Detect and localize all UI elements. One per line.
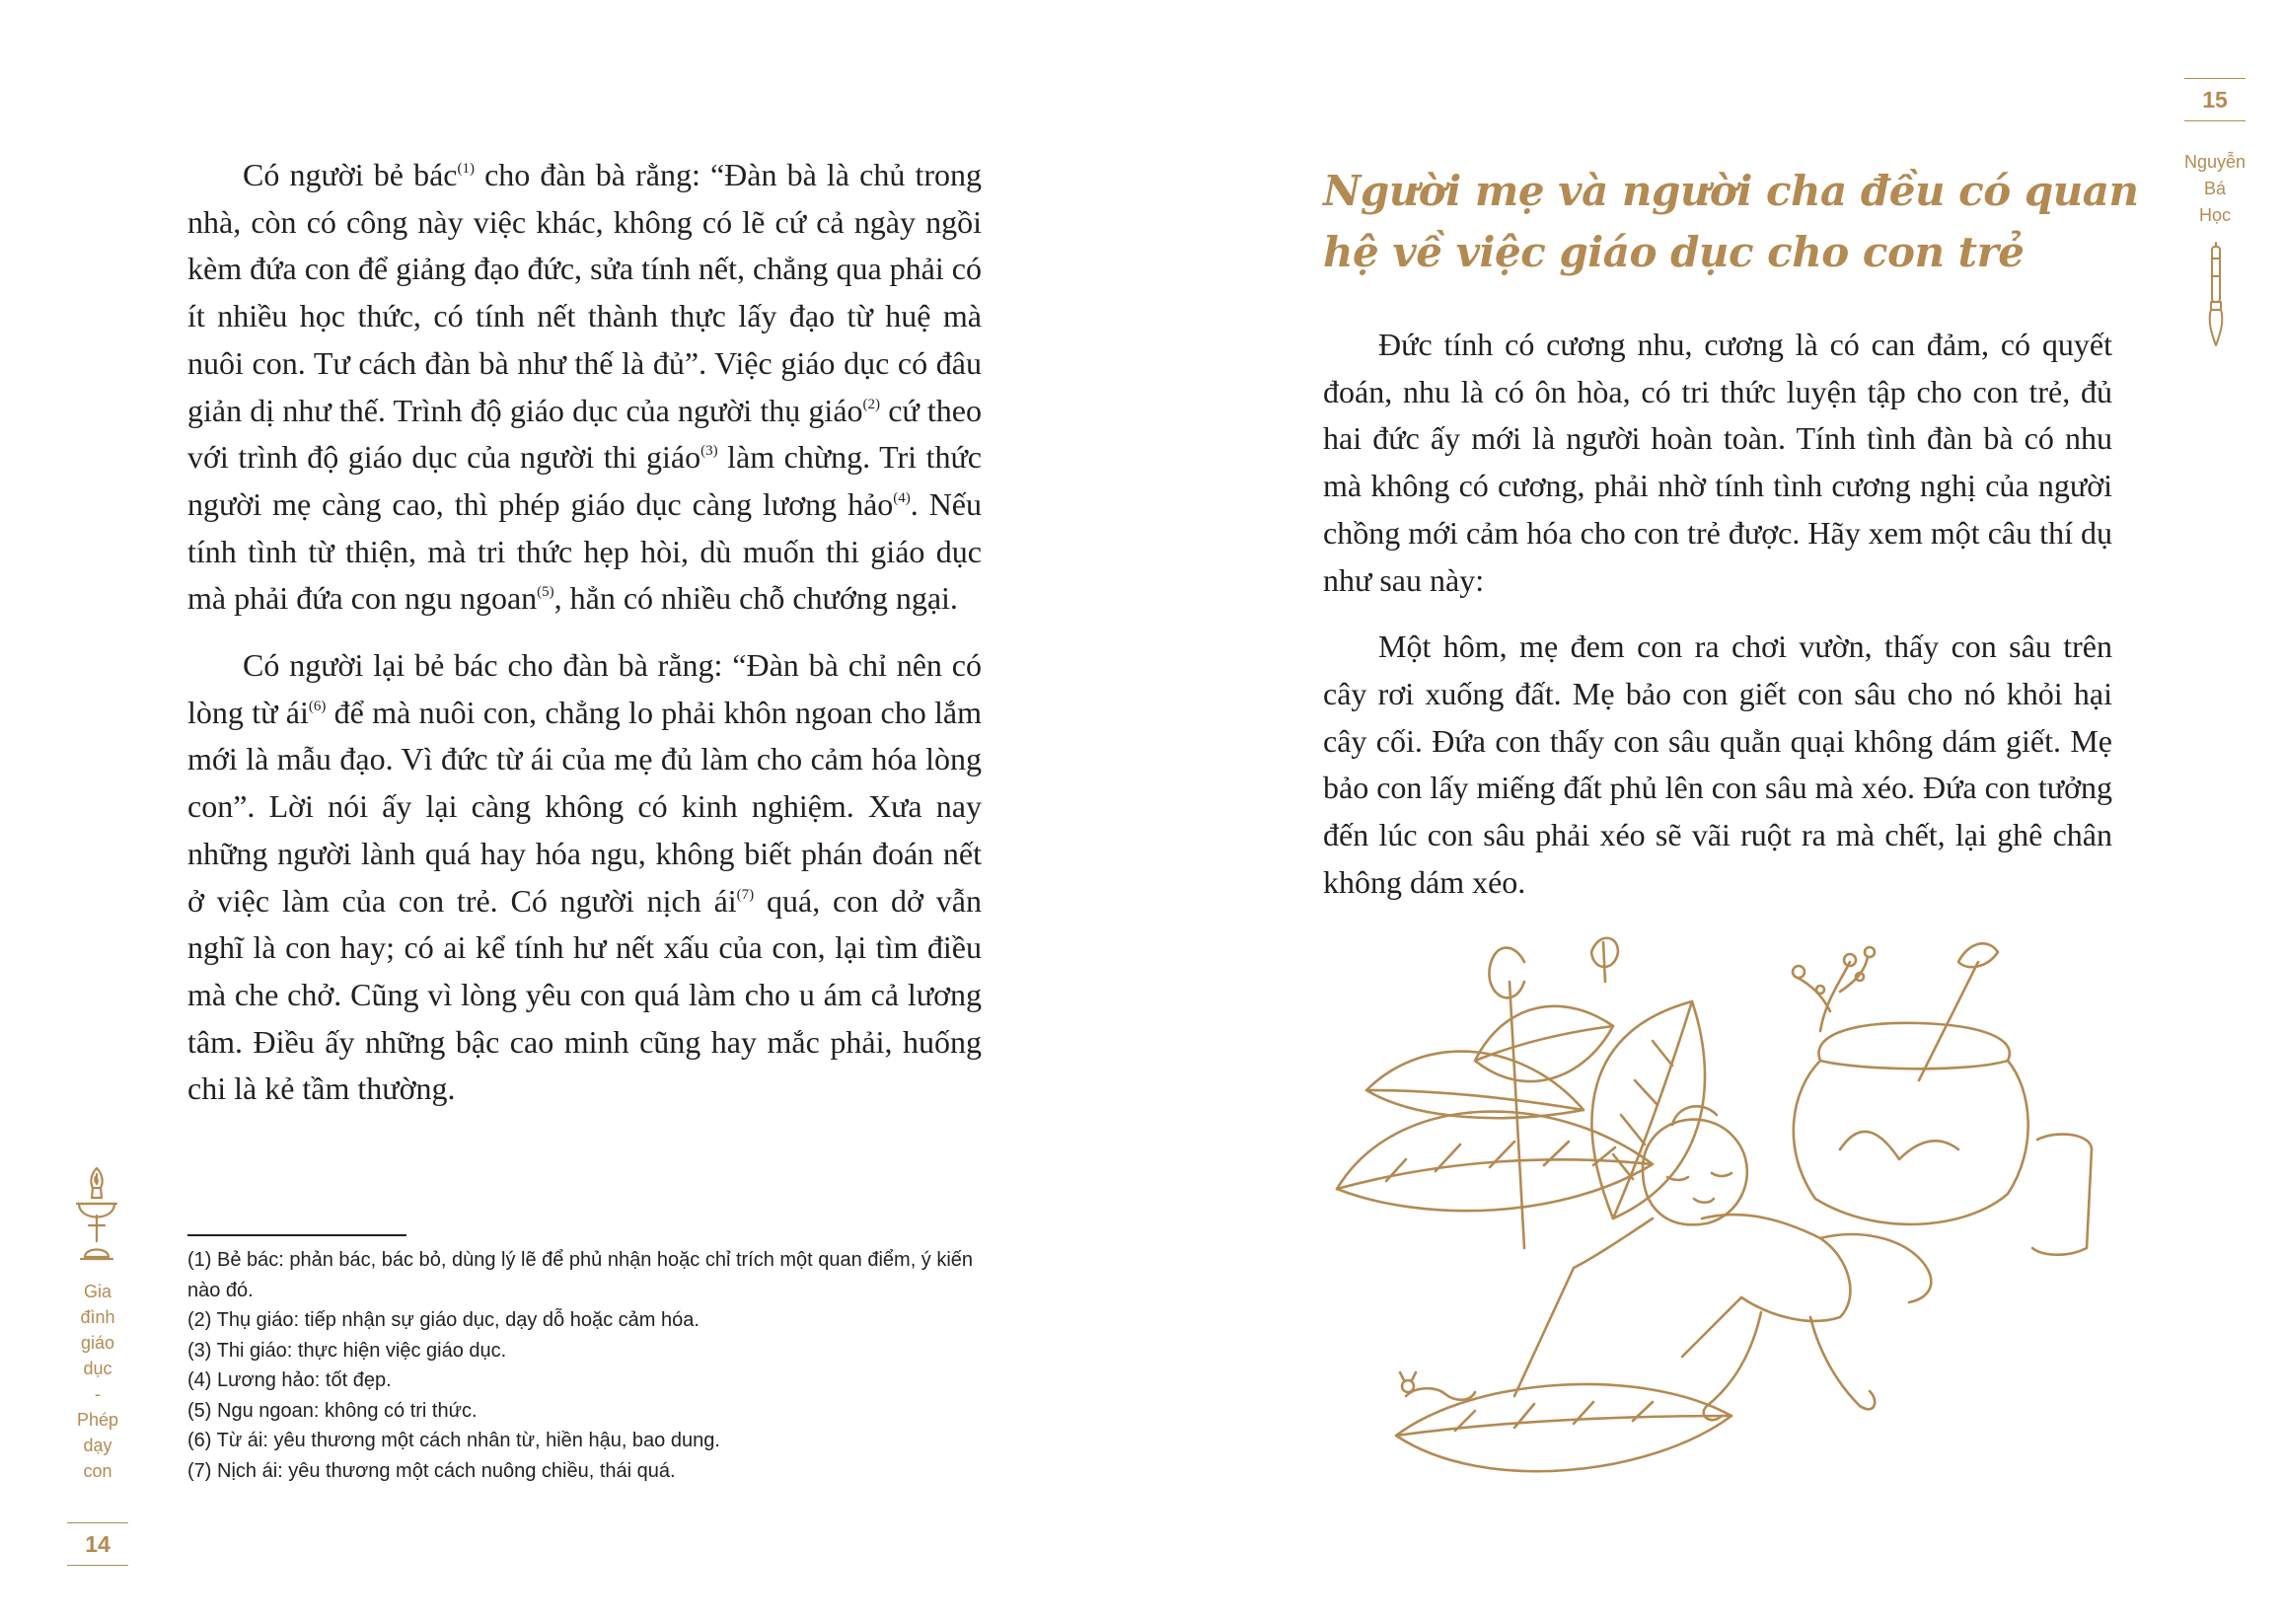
footnote-marker: (2)	[862, 396, 881, 412]
book-title-sidebar	[55, 1279, 140, 1484]
sidebar-word: dục	[83, 1359, 112, 1378]
footnote-divider	[187, 1234, 406, 1236]
footnote-marker: (3)	[700, 443, 718, 460]
page-number-rule	[67, 1522, 128, 1523]
author-sidebar	[2168, 149, 2262, 229]
footnote-item: (5) Ngu ngoan: không có tri thức.	[187, 1399, 478, 1422]
footnote-marker: (4)	[893, 489, 911, 506]
footnote-marker: (7)	[736, 886, 755, 903]
brush-icon	[2205, 241, 2227, 347]
footnote-item: (7) Nịch ái: yêu thương một cách nuông chiều, thái quá.	[187, 1459, 676, 1482]
footnote-marker: (1)	[457, 161, 475, 177]
left-body-text	[187, 152, 982, 1133]
footnote-item: (2) Thụ giáo: tiếp nhận sự giáo dục, dạy dỗ hoặc cảm hóa.	[187, 1309, 700, 1331]
footnote-item: (1) Bẻ bác: phản bác, bác bỏ, dùng lý lẽ để phủ nhận hoặc chỉ trích một quan điểm, ý kiến nào đó.	[187, 1249, 974, 1301]
sidebar-word: đình	[80, 1307, 115, 1327]
chapter-heading: Người mẹ và người cha đều có quan hệ về việc giáo dục cho con trẻ	[1323, 167, 2139, 276]
page-number-rule	[2184, 120, 2246, 121]
right-body-text	[1323, 322, 2112, 925]
footnote-item: (6) Từ ái: yêu thương một cách nhân từ, hiền hậu, bao dung.	[187, 1430, 720, 1451]
sidebar-word: Phép	[76, 1410, 119, 1430]
body-paragraph: Có người bẻ bác$^{(1)}$ cho đàn bà rằng: “Đàn bà là chủ trong nhà, còn có công này việc khác, không có lẽ cứ cả ngày ngồi kèm đứa con để giảng đạo đức, sửa tính nết, chẳng qua phải có ít nhiều học thức, có tính nết thành thực lấy đạo từ huệ mà nuôi con. Tư cách đàn bà như thế là đủ”. Việc giáo dục có đâu giản dị như thế. Trình độ giáo dục của người thụ giáo$^{(2)}$ cứ theo với trình độ giáo dục của người thi giáo$^{(3)}$ làm chừng. Tri thức người mẹ càng cao, thì phép giáo dục càng lương hảo$^{(4)}$. Nếu tính tình từ thiện, mà tri thức hẹp hòi, dù muốn thi giáo dục mà phải đứa con ngu ngoan$^{(5)}$, hẳn có nhiều chỗ chướng ngại.	[187, 157, 983, 617]
sidebar-word: dạy	[83, 1436, 112, 1455]
sidebar-word: Bá	[2203, 179, 2227, 198]
sidebar-word: Học	[2198, 205, 2231, 225]
page-number-rule	[2184, 78, 2246, 79]
sidebar-word: giáo	[80, 1333, 115, 1353]
sidebar-word: con	[83, 1461, 112, 1481]
sidebar-word: Gia	[83, 1282, 111, 1301]
body-paragraph: Đức tính có cương nhu, cương là có can đảm, có quyết đoán, nhu là có ôn hòa, có tri thức luyện tập cho con trẻ, đủ hai đức ấy mới là người hoàn toàn. Tính tình đàn bà có nhu mà không có cương, phải nhờ tính tình cương nghị của người chồng mới cảm hóa cho con trẻ được. Hãy xem một câu thí dụ như sau này:	[1323, 327, 2112, 598]
sidebar-word: Nguyễn	[2183, 152, 2247, 172]
child-garden-illustration	[1327, 923, 2097, 1534]
footnote-item: (4) Lương hảo: tốt đẹp.	[187, 1369, 392, 1391]
body-paragraph: Có người lại bẻ bác cho đàn bà rằng: “Đàn bà chỉ nên có lòng từ $ái^{(6)}$ để mà nuôi con, chẳng lo phải khôn ngoan cho lắm mới là mẫu đạo. Vì đức từ ái của mẹ đủ làm cho cảm hóa lòng con”. Lời nói ấy lại càng không có kinh nghiệm. Xưa nay những người lành quá hay hóa ngu, không biết phán đoán nết ở việc làm của con trẻ. Có người nịch $ái^{(7)}$ quá, con dở vẫn nghĩ là con hay; có ai kể tính hư nết xấu của con, lại tìm điều mà che chở. Cũng vì lòng yêu con quá làm cho u ám cả lương tâm. Điều ấy những bậc cao minh cũng hay mắc phải, huống chi là kẻ tầm thường.	[187, 647, 983, 1107]
page-number-rule	[67, 1565, 128, 1566]
footnote-marker: (5)	[537, 584, 554, 601]
body-paragraph: Một hôm, mẹ đem con ra chơi vườn, thấy con sâu trên cây rơi xuống đất. Mẹ bảo con giết con sâu cho nó khỏi hại cây cối. Đứa con thấy con sâu quằn quại không dám giết. Mẹ bảo con lấy miếng đất phủ lên con sâu mà xéo. Đứa con tưởng đến lúc con sâu phải xéo sẽ vãi ruột ra mà chết, lại ghê chân không dám xéo.	[1323, 628, 2112, 900]
page-number: 14	[85, 1531, 111, 1557]
oil-lamp-icon	[71, 1164, 122, 1265]
footnotes	[187, 1245, 987, 1486]
sidebar-word: -	[95, 1384, 101, 1404]
page-number: 15	[2202, 87, 2228, 112]
footnote-marker: (6)	[308, 698, 327, 714]
footnote-item: (3) Thi giáo: thực hiện việc giáo dục.	[187, 1339, 507, 1362]
